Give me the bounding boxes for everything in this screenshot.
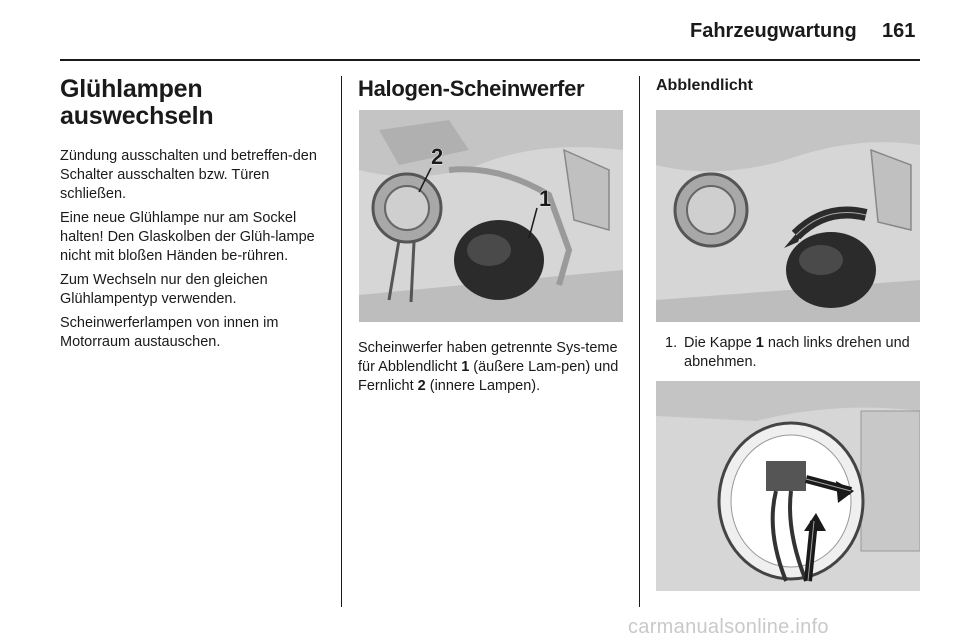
low-beam-heading: Abblendlicht	[656, 77, 753, 94]
cap-removal-photo	[656, 110, 920, 322]
watermark: carmanualsonline.info	[628, 616, 829, 638]
paragraph-ignition: Zündung ausschalten und betreffen-den Schalter ausschalten bzw. Türen schließen.	[60, 148, 317, 202]
main-heading	[60, 76, 330, 130]
callout-1: 1	[539, 186, 552, 211]
main-heading-line2: auswechseln	[60, 102, 214, 130]
column-halogen-headlights	[358, 76, 624, 401]
column-low-beam	[656, 76, 920, 591]
paragraph-engine-room: Scheinwerferlampen von innen im Motorraum austauschen.	[60, 315, 279, 350]
column-bulb-replacement	[60, 76, 330, 357]
callout-2: 2	[431, 144, 444, 169]
header-rule	[60, 59, 920, 61]
halogen-caption: Scheinwerfer haben getrennte Sys-teme für Abblendlicht 1 (äußere Lam-pen) und Fernlicht 2 (innere Lampen).	[358, 340, 619, 394]
column-divider-right	[639, 76, 640, 607]
main-heading-line1: Glühlampen	[60, 75, 203, 103]
step-1	[656, 334, 920, 372]
connector-photo	[656, 381, 920, 591]
paragraph-handling: Eine neue Glühlampe nur am Sockel halten! Den Glaskolben der Glüh-lampe nicht mit bloßen Händen be-rühren.	[60, 210, 315, 264]
page-number: 161	[882, 20, 916, 42]
paragraph-bulb-type: Zum Wechseln nur den gleichen Glühlampentyp verwenden.	[60, 272, 268, 307]
halogen-heading: Halogen-Scheinwerfer	[358, 76, 585, 101]
step-1-number: 1.	[665, 335, 678, 351]
page-header	[0, 0, 960, 62]
column-divider-left	[341, 76, 342, 607]
headlight-overview-photo	[359, 110, 623, 322]
step-1-text: Die Kappe 1 nach links drehen und abnehmen.	[684, 335, 910, 370]
section-title: Fahrzeugwartung	[690, 20, 857, 42]
